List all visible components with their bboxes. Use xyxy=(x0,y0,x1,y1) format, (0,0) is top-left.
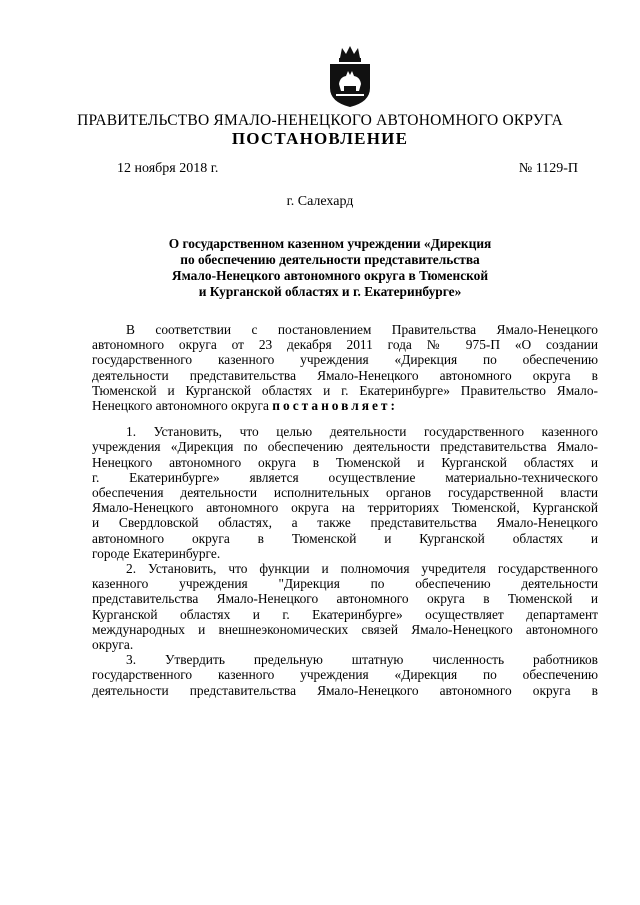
text-line xyxy=(92,398,598,413)
text-line: Ненецкого автономного округа в Тюменской и Курганской областях и xyxy=(92,454,598,470)
heading-line: по обеспечению деятельности представительства xyxy=(180,252,480,267)
document-heading xyxy=(120,236,540,300)
heading-line: О государственном казенном учреждении «Дирекция xyxy=(168,236,492,251)
heading-line: и Курганской областях и г. Екатеринбурге» xyxy=(198,284,462,299)
text-line: деятельности представительства Ямало-Ненецкого автономного округа в xyxy=(92,682,598,698)
government-name: ПРАВИТЕЛЬСТВО ЯМАЛО-НЕНЕЦКОГО АВТОНОМНОГО ОКРУГА xyxy=(77,112,563,129)
text-line: казенного учреждения "Дирекция по обеспечению деятельности xyxy=(92,576,598,592)
text-line: международных и внешнеэкономических связей Ямало-Ненецкого автономного xyxy=(92,621,598,637)
decree-word: постановляет: xyxy=(272,398,398,414)
text-line: 2. Установить, что функции и полномочия учредителя государственного xyxy=(126,561,598,577)
text-line: и Свердловской областях, а также представительства Ямало-Ненецкого xyxy=(92,515,598,531)
text-line: деятельности представительства Ямало-Ненецкого автономного округа в xyxy=(92,367,598,383)
item-paragraph-1 xyxy=(92,424,598,561)
text-line: Тюменской и Курганской областях и г. Екатеринбурге» Правительство Ямало- xyxy=(92,382,598,398)
document-city: г. Салехард xyxy=(286,194,354,209)
coat-of-arms-emblem xyxy=(326,44,374,108)
text-line: 3. Утвердить предельную штатную численность работников xyxy=(126,652,598,668)
text-line: 1. Установить, что целью деятельности государственного казенного xyxy=(126,424,598,440)
text-line: округа. xyxy=(92,637,134,653)
text-line: государственного казенного учреждения «Дирекция по обеспечению xyxy=(92,667,598,683)
text-line: обеспечения деятельности исполнительных органов государственной власти xyxy=(92,485,598,501)
text-line: учреждения «Дирекция по обеспечению деятельности представительства Ямало- xyxy=(92,439,598,455)
heading-line: Ямало-Ненецкого автономного округа в Тюменской xyxy=(171,268,489,283)
text-line: представительства Ямало-Ненецкого автономного округа в Тюменской и xyxy=(92,591,598,607)
document-type-title: ПОСТАНОВЛЕНИЕ xyxy=(231,129,409,148)
preamble-last-text: Ненецкого автономного округа xyxy=(92,398,269,414)
item-paragraph-2 xyxy=(92,561,598,652)
document-number: № 1129-П xyxy=(518,161,578,176)
item-paragraph-3 xyxy=(92,652,598,698)
text-line: В соответствии с постановлением Правительства Ямало-Ненецкого xyxy=(126,322,598,337)
text-line: г. Екатеринбурге» является осуществление материально-технического xyxy=(92,469,598,485)
text-line: Ямало-Ненецкого автономного округа на территориях Тюменской, Курганской xyxy=(92,500,598,516)
text-line: автономного округа от 23 декабря 2011 года № 975-П «О создании xyxy=(92,337,598,353)
text-line: городе Екатеринбурге. xyxy=(92,545,221,561)
text-line: государственного казенного учреждения «Дирекция по обеспечению xyxy=(92,352,598,368)
text-line: автономного округа в Тюменской и Курганской областях и xyxy=(92,530,598,546)
text-line: Курганской областях и г. Екатеринбурге» осуществляет департамент xyxy=(92,606,598,622)
document-date: 12 ноября 2018 г. xyxy=(117,161,219,176)
preamble-paragraph xyxy=(92,322,598,413)
document-body xyxy=(92,322,598,698)
